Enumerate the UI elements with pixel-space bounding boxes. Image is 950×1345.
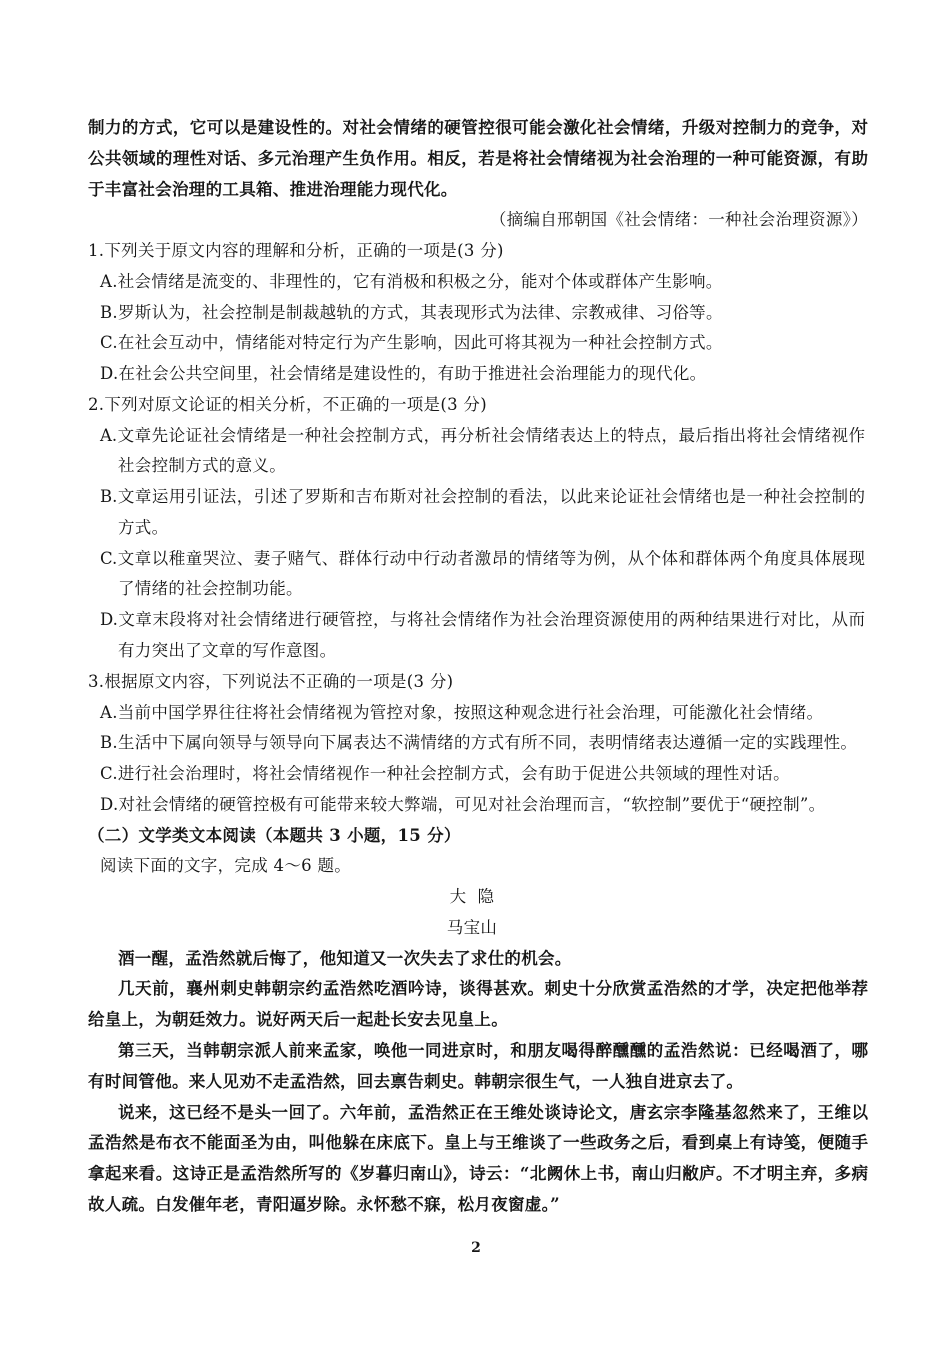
literary-reading-section [0,821,950,1221]
passage-excerpt [0,113,950,236]
story-title: 大 隐 [449,887,495,907]
option-line: 社会控制方式的意义。 [118,456,286,476]
option-c [0,759,950,790]
story-paragraph [0,974,950,1036]
option-line: C.在社会互动中，情绪能对特定行为产生影响，因此可将其视为一种社会控制方式。 [100,333,723,353]
passage-line: 于丰富社会治理的工具箱、推进治理能力现代化。 [88,179,458,199]
story-line: 孟浩然是布衣不能面圣为由，叫他躲在床底下。皇上与王维谈了一些政务之后，看到桌上有诗笺，便随手 [88,1133,868,1153]
reading-instruction: 阅读下面的文字，完成 4～6 题。 [100,856,352,876]
option-a [0,421,950,483]
option-line: A.社会情绪是流变的、非理性的，它有消极和积极之分，能对个体或群体产生影响。 [100,271,723,291]
option-b [0,482,950,544]
story-paragraph [0,1098,950,1221]
story-line: 说来，这已经不是头一回了。六年前，孟浩然正在王维处谈诗论文，唐玄宗李隆基忽然来了，王维以 [118,1102,868,1122]
option-line: 方式。 [118,517,169,537]
option-line: C.文章以稚童哭泣、妻子赌气、群体行动中行动者激昂的情绪等为例，从个体和群体两个角度具体展现 [100,548,865,568]
option-d [0,790,950,821]
question-3 [0,667,950,821]
passage-line: 制力的方式，它可以是建设性的。对社会情绪的硬管控很可能会激化社会情绪，升级对控制力的竞争，对 [88,118,868,137]
option-line: B.文章运用引证法，引述了罗斯和吉布斯对社会控制的看法，以此来论证社会情绪也是一种社会控制的 [100,487,865,507]
option-c [0,328,950,359]
passage-line: 公共领域的理性对话、多元治理产生负作用。相反，若是将社会情绪视为社会治理的一种可能资源，有助 [88,148,868,168]
option-line: A.当前中国学界往往将社会情绪视为管控对象，按照这种观念进行社会治理，可能激化社会情绪。 [100,702,824,722]
story-paragraph [0,1036,950,1098]
story-paragraph [0,944,950,975]
option-line: D.在社会公共空间里，社会情绪是建设性的，有助于推进社会治理能力的现代化。 [100,364,707,384]
question-2 [0,390,950,667]
option-line: A.文章先论证社会情绪是一种社会控制方式，再分析社会情绪表达上的特点，最后指出将社会情绪视作 [100,425,865,445]
source-citation: （摘编自邢朝国《社会情绪：一种社会治理资源》） [489,210,868,230]
story-line: 几天前，襄州刺史韩朝宗约孟浩然吃酒吟诗，谈得甚欢。刺史十分欣赏孟浩然的才学，决定把他举荐 [118,979,868,999]
option-a [0,267,950,298]
story-line: 第三天，当韩朝宗派人前来孟家，唤他一同进京时，和朋友喝得醉醺醺的孟浩然说：已经喝酒了，哪 [118,1040,868,1060]
option-line: 了情绪的社会控制功能。 [118,579,303,599]
option-b [0,298,950,329]
exam-page [0,113,950,1221]
question-stem: 1.下列关于原文内容的理解和分析，正确的一项是(3 分) [88,241,504,261]
story-line: 酒一醒，孟浩然就后悔了，他知道又一次失去了求仕的机会。 [118,948,572,968]
option-line: B.罗斯认为，社会控制是制裁越轨的方式，其表现形式为法律、宗教戒律、习俗等。 [100,302,723,322]
story-line: 给皇上，为朝廷效力。说好两天后一起赴长安去见皇上。 [88,1010,508,1030]
section-heading: （二）文学类文本阅读（本题共 3 小题，15 分） [88,825,461,845]
story-line: 有时间管他。来人见劝不走孟浩然，回去禀告刺史。韩朝宗很生气，一人独自进京去了。 [88,1071,744,1091]
question-stem: 3.根据原文内容，下列说法不正确的一项是(3 分) [88,671,454,691]
option-line: D.文章末段将对社会情绪进行硬管控，与将社会情绪作为社会治理资源使用的两种结果进行对比，从而 [100,610,865,630]
option-d [0,605,950,667]
option-line: B.生活中下属向领导与领导向下属表达不满情绪的方式有所不同，表明情绪表达遵循一定的实践理性。 [100,733,858,753]
option-line: C.进行社会治理时，将社会情绪视作一种社会控制方式，会有助于促进公共领域的理性对话。 [100,764,790,784]
question-stem: 2.下列对原文论证的相关分析，不正确的一项是(3 分) [88,394,487,414]
question-1 [0,236,950,390]
story-line: 拿起来看。这诗正是孟浩然所写的《岁暮归南山》，诗云：“北阙休上书，南山归敝庐。不才明主弃，多病 [88,1164,868,1184]
option-a [0,698,950,729]
option-line: D.对社会情绪的硬管控极有可能带来较大弊端，可见对社会治理而言，“软控制”要优于“硬控制”。 [100,794,826,814]
story-author: 马宝山 [446,917,498,937]
option-c [0,544,950,606]
story-line: 故人疏。白发催年老，青阳逼岁除。永怀愁不寐，松月夜窗虚。” [88,1194,560,1214]
option-line: 有力突出了文章的写作意图。 [118,641,337,661]
option-b [0,728,950,759]
option-d [0,359,950,390]
page-number: 2 [471,1240,481,1256]
